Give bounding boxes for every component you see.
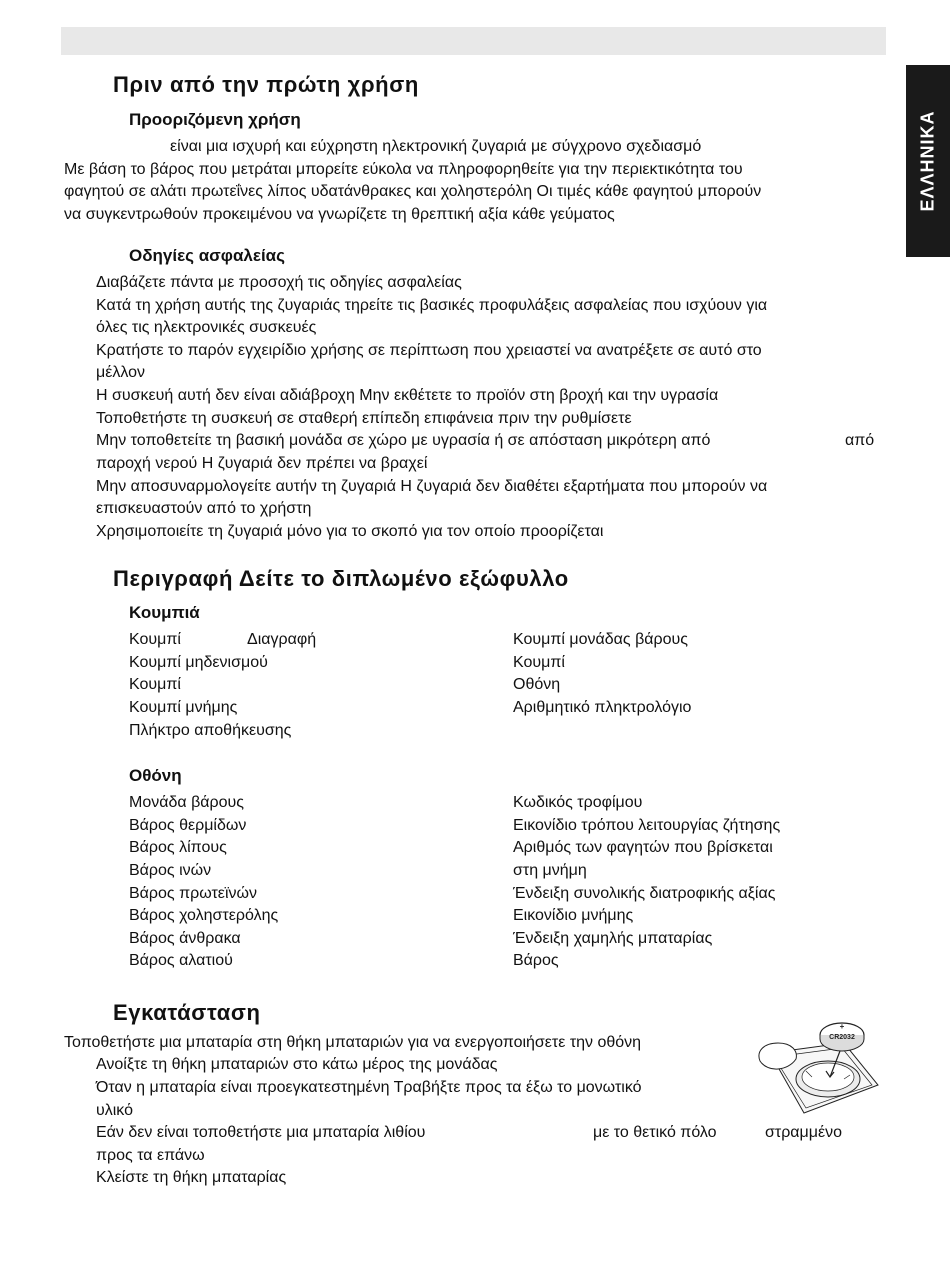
safety-line: Κατά τη χρήση αυτής της ζυγαριάς τηρείτε τις βασικές προφυλάξεις ασφαλείας που ισχύουν για <box>96 297 768 314</box>
coin-cell <box>820 1022 864 1051</box>
display-item: Ένδειξη συνολικής διατροφικής αξίας <box>513 885 776 902</box>
display-item: Βάρος χοληστερόλης <box>129 907 279 924</box>
buttons-item: Πλήκτρο αποθήκευσης <box>129 722 292 739</box>
display-item: Ένδειξη χαμηλής μπαταρίας <box>513 930 713 947</box>
installation-intro: Τοποθετήστε μια μπαταρία στη θήκη μπαταριών για να ενεργοποιήσετε την οθόνη <box>64 1034 642 1051</box>
display-item: Εικονίδιο τρόπου λειτουργίας ζήτησης <box>513 817 781 834</box>
header-band <box>61 27 886 55</box>
display-item: στη μνήμη <box>513 862 587 879</box>
display-item: Βάρος λίπους <box>129 839 227 856</box>
safety-line: επισκευαστούν από το χρήστη <box>96 500 312 517</box>
intended-use-line: να συγκεντρωθούν προκειμένου να γνωρίζετε τη θρεπτική αξία κάθε γεύματος <box>64 206 615 223</box>
display-item: Αριθμός των φαγητών που βρίσκεται <box>513 839 773 856</box>
display-item: Βάρος <box>513 952 559 969</box>
section-title-installation: Εγκατάσταση <box>113 1000 261 1025</box>
intended-use-line: Με βάση το βάρος που μετράται μπορείτε εύκολα να πληροφορηθείτε για την περιεκτικότητα του <box>64 161 743 178</box>
safety-line: μέλλον <box>96 364 146 381</box>
section-title-description: Περιγραφή Δείτε το διπλωμένο εξώφυλλο <box>113 566 569 591</box>
installation-line: προς τα επάνω <box>96 1147 205 1164</box>
display-item: Κωδικός τροφίμου <box>513 794 643 811</box>
display-item: Βάρος ινών <box>129 862 212 879</box>
buttons-item: Κουμπί <box>129 631 181 648</box>
safety-line-tail: από <box>845 432 875 449</box>
installation-line: Ανοίξτε τη θήκη μπαταριών στο κάτω μέρος της μονάδας <box>96 1056 498 1073</box>
subtitle-buttons: Κουμπιά <box>129 603 200 622</box>
buttons-item: Κουμπί μηδενισμού <box>129 654 268 671</box>
intended-use-line: φαγητού σε αλάτι πρωτεΐνες λίπος υδατάνθρακες και χοληστερόλη Οι τιμές κάθε φαγητού μπορούν <box>64 183 762 200</box>
battery-illustration <box>752 1015 880 1115</box>
intended-use-line: είναι μια ισχυρή και εύχρηστη ηλεκτρονική ζυγαριά με σύγχρονο σχεδιασμό <box>170 138 702 155</box>
buttons-item: Κουμπί <box>129 676 181 693</box>
safety-line: Μην αποσυναρμολογείτε αυτήν τη ζυγαριά Η ζυγαριά δεν διαθέτει εξαρτήματα που μπορούν να <box>96 478 768 495</box>
safety-line: Η συσκευή αυτή δεν είναι αδιάβροχη Μην εκθέτετε το προϊόν στη βροχή και την υγρασία <box>96 387 719 404</box>
display-item: Βάρος πρωτεϊνών <box>129 885 257 902</box>
installation-line: Όταν η μπαταρία είναι προεγκατεστημένη Τραβήξτε προς τα έξω το μονωτικό <box>96 1079 642 1096</box>
display-item: Μονάδα βάρους <box>129 794 244 811</box>
buttons-item: Κουμπί <box>513 654 565 671</box>
installation-line-end: στραμμένο <box>765 1124 843 1141</box>
display-item: Βάρος άνθρακα <box>129 930 241 947</box>
installation-line: υλικό <box>96 1102 134 1119</box>
safety-line: όλες τις ηλεκτρονικές συσκευές <box>96 319 317 336</box>
buttons-item: Διαγραφή <box>247 631 317 648</box>
language-tab-label: ΕΛΛΗΝΙΚΑ <box>917 110 938 212</box>
display-item: Βάρος θερμίδων <box>129 817 247 834</box>
buttons-item: Κουμπί μονάδας βάρους <box>513 631 688 648</box>
safety-line: Χρησιμοποιείτε τη ζυγαριά μόνο για το σκοπό για τον οποίο προορίζεται <box>96 523 604 540</box>
buttons-item: Κουμπί μνήμης <box>129 699 238 716</box>
subtitle-intended-use: Προοριζόμενη χρήση <box>129 110 301 129</box>
safety-line: Κρατήστε το παρόν εγχειρίδιο χρήσης σε περίπτωση που χρειαστεί να ανατρέξετε σε αυτό στο <box>96 342 762 359</box>
safety-line: Τοποθετήστε τη συσκευή σε σταθερή επίπεδη επιφάνεια πριν την ρυθμίσετε <box>96 410 632 427</box>
safety-line: Διαβάζετε πάντα με προσοχή τις οδηγίες ασφαλείας <box>96 274 462 291</box>
display-item: Εικονίδιο μνήμης <box>513 907 634 924</box>
installation-line-mid: με το θετικό πόλο <box>593 1124 717 1141</box>
section-title-first-use: Πριν από την πρώτη χρήση <box>113 72 419 97</box>
buttons-item: Οθόνη <box>513 676 561 693</box>
installation-line: Κλείστε τη θήκη μπαταρίας <box>96 1169 287 1186</box>
display-item: Βάρος αλατιού <box>129 952 233 969</box>
subtitle-safety: Οδηγίες ασφαλείας <box>129 246 285 265</box>
buttons-item: Αριθμητικό πληκτρολόγιο <box>513 699 692 716</box>
battery-label: CR2032 <box>829 1034 855 1041</box>
safety-line: Μην τοποθετείτε τη βασική μονάδα σε χώρο με υγρασία ή σε απόσταση μικρότερη από <box>96 432 711 449</box>
language-tab <box>906 65 950 257</box>
battery-plus: + <box>839 1022 845 1031</box>
installation-line: Εάν δεν είναι τοποθετήστε μια μπαταρία λιθίου <box>96 1124 426 1141</box>
safety-line: παροχή νερού Η ζυγαριά δεν πρέπει να βραχεί <box>96 455 428 472</box>
subtitle-display: Οθόνη <box>129 766 182 785</box>
